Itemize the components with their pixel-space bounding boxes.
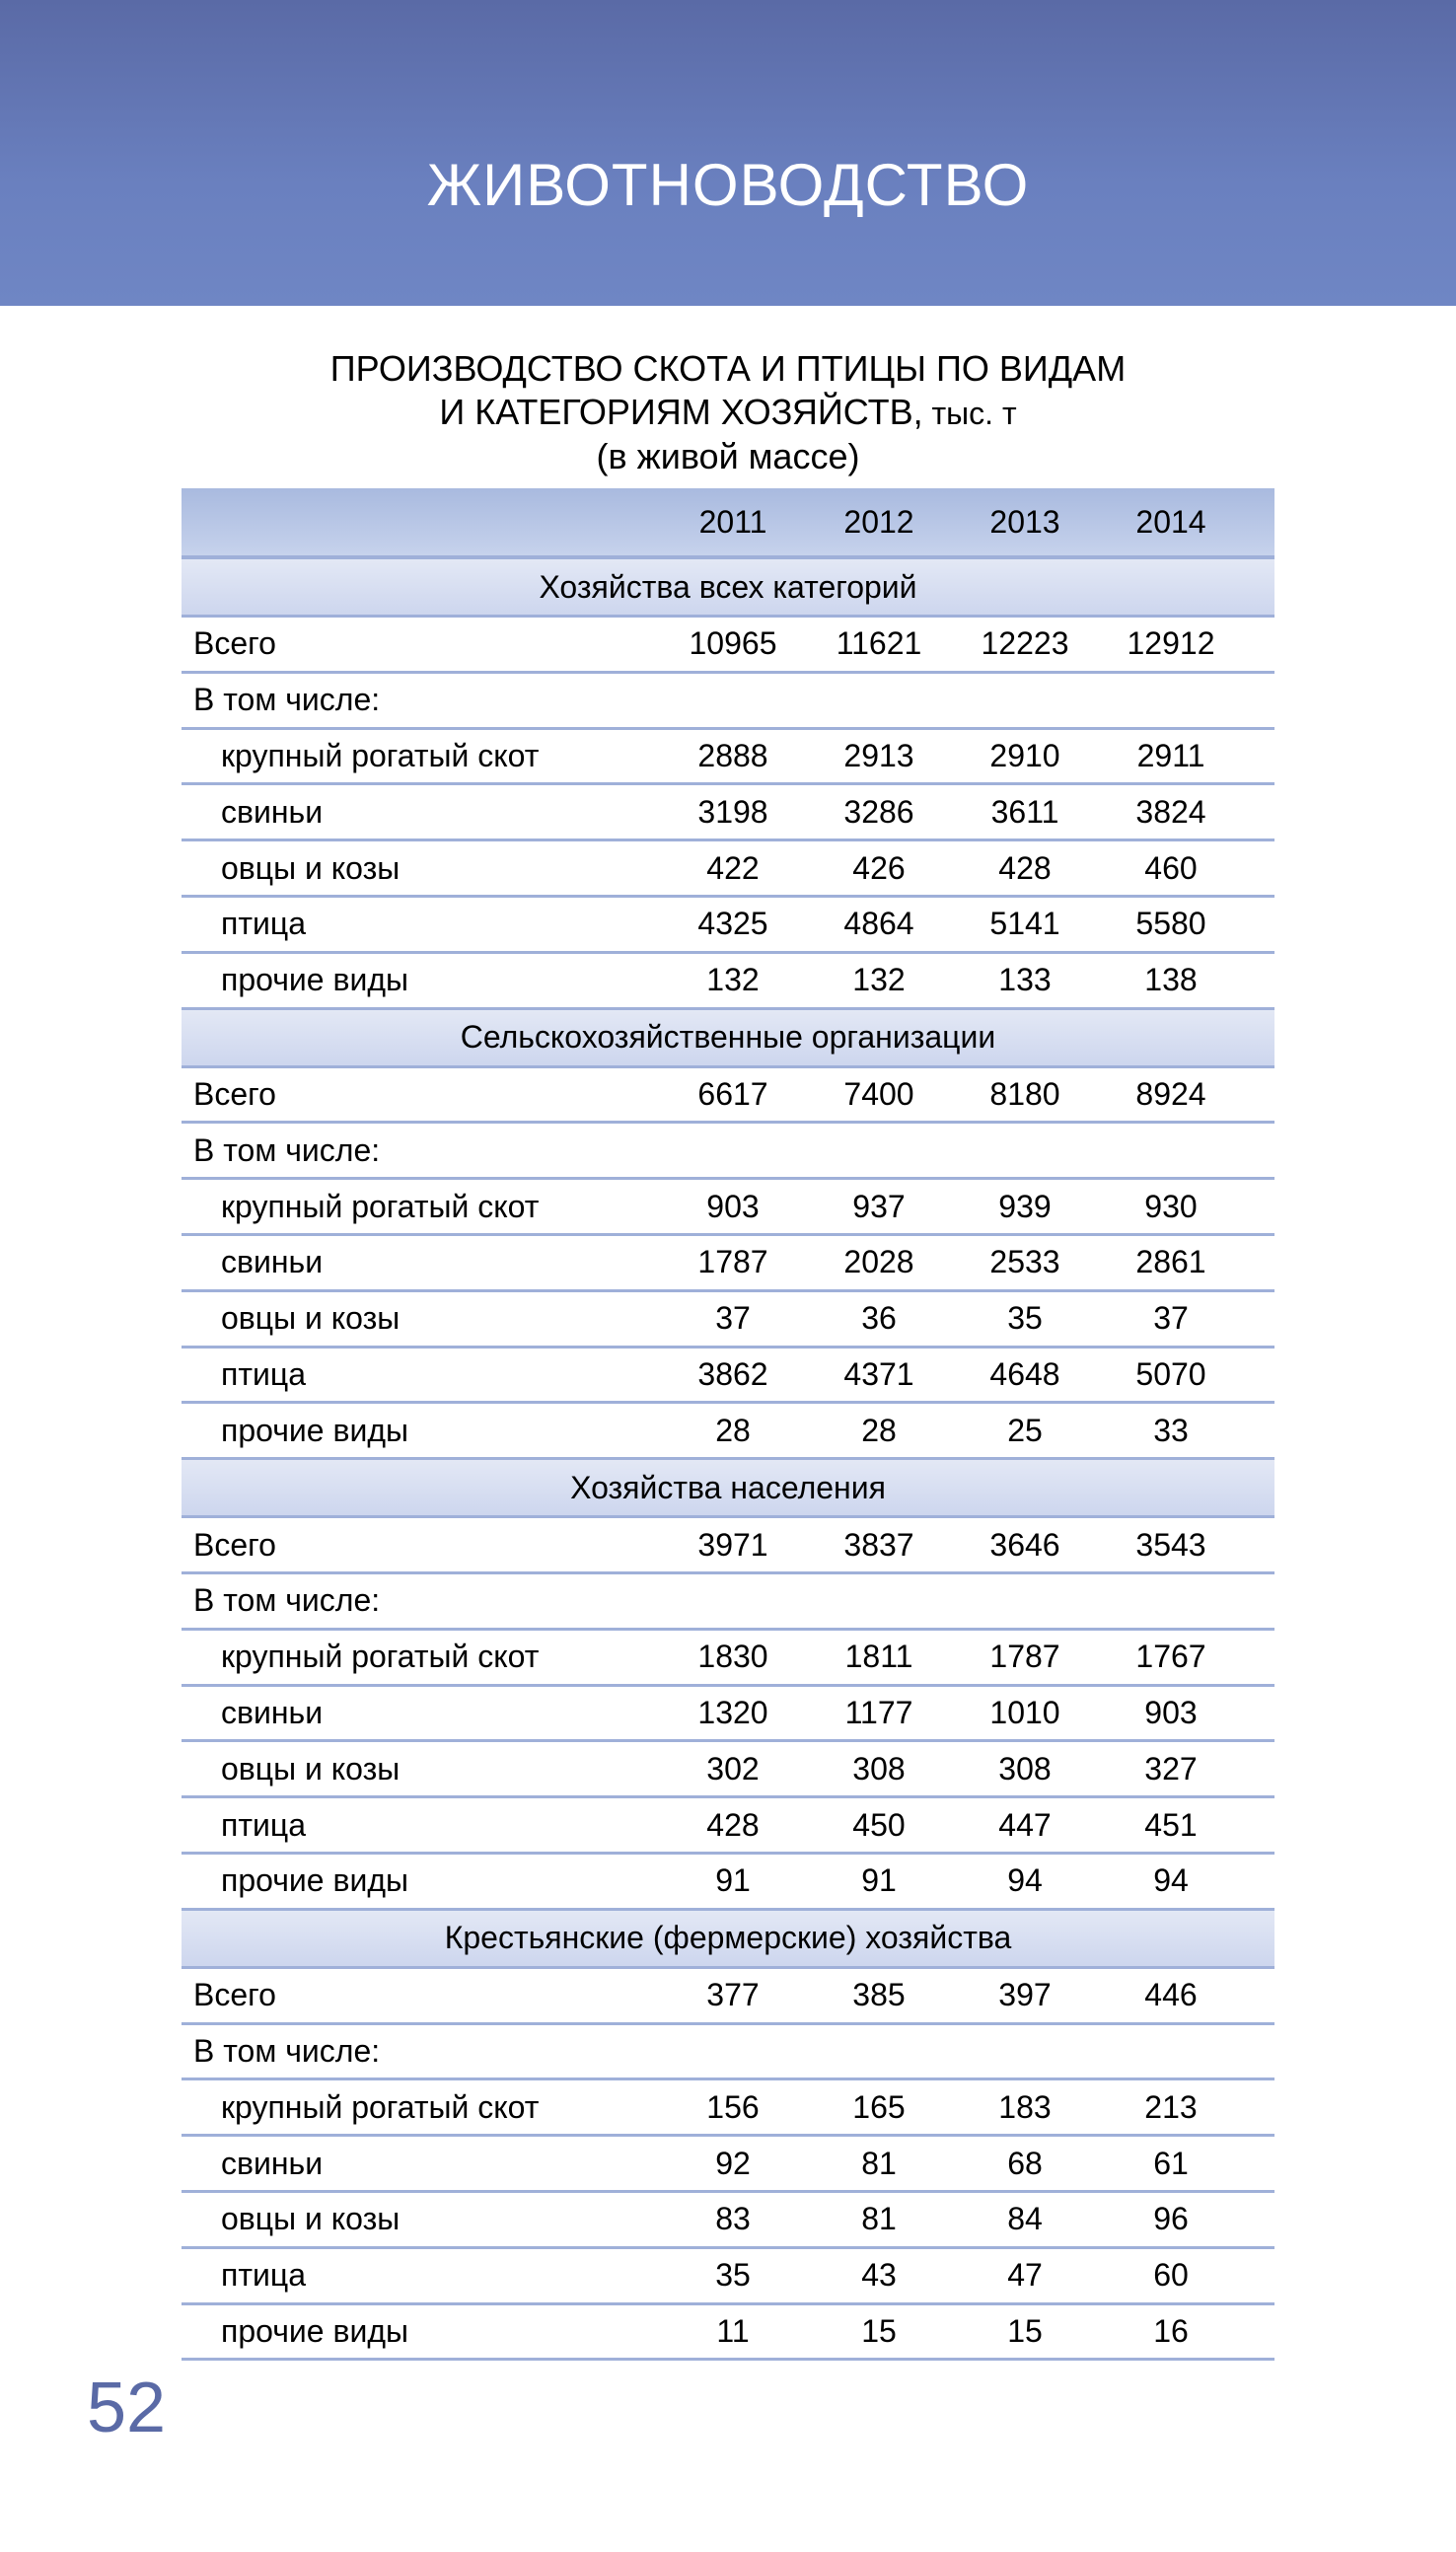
value-cell: 327 bbox=[1144, 1750, 1198, 1786]
value-cell: 2028 bbox=[843, 1244, 914, 1280]
table-title-line1: ПРОИЗВОДСТВО СКОТА И ПТИЦЫ ПО ВИДАМ bbox=[329, 348, 1127, 389]
value-cell: 447 bbox=[998, 1806, 1052, 1843]
value-cell: 422 bbox=[706, 849, 760, 886]
table-row bbox=[182, 1292, 1274, 1349]
table-title-line2 bbox=[0, 391, 1456, 435]
value-cell: 15 bbox=[1007, 2312, 1043, 2349]
value-cell: 92 bbox=[715, 2145, 751, 2181]
value-cell: 33 bbox=[1153, 1412, 1189, 1448]
table-row bbox=[182, 1068, 1274, 1125]
value-cell: 4648 bbox=[989, 1355, 1060, 1392]
row-label: В том числе: bbox=[193, 1131, 381, 1168]
table-row bbox=[182, 1631, 1274, 1687]
value-cell: 94 bbox=[1153, 1862, 1189, 1899]
value-cell: 5070 bbox=[1135, 1355, 1206, 1392]
table-title-unit: тыс. т bbox=[922, 396, 1017, 431]
table-body bbox=[182, 559, 1274, 2361]
table-row bbox=[182, 730, 1274, 786]
table-row bbox=[182, 618, 1274, 674]
section-header: Хозяйства населения bbox=[182, 1460, 1274, 1518]
value-cell: 47 bbox=[1007, 2257, 1043, 2294]
value-cell: 96 bbox=[1153, 2201, 1189, 2237]
page-number: 52 bbox=[87, 2369, 167, 2447]
value-cell: 91 bbox=[861, 1862, 897, 1899]
table-row bbox=[182, 1742, 1274, 1798]
section-header: Хозяйства всех категорий bbox=[182, 559, 1274, 618]
value-cell: 68 bbox=[1007, 2145, 1043, 2181]
value-cell: 939 bbox=[998, 1188, 1052, 1224]
value-cell: 377 bbox=[706, 1977, 760, 2013]
table-row bbox=[182, 1798, 1274, 1855]
table-title-line2-main: И КАТЕГОРИЯМ ХОЗЯЙСТВ, bbox=[439, 392, 923, 432]
value-cell: 83 bbox=[715, 2201, 751, 2237]
value-cell: 4371 bbox=[843, 1355, 914, 1392]
row-label: крупный рогатый скот bbox=[221, 1639, 540, 1675]
year-header: 2011 bbox=[698, 503, 767, 540]
row-label: крупный рогатый скот bbox=[221, 2088, 540, 2125]
value-cell: 37 bbox=[715, 1300, 751, 1337]
value-cell: 165 bbox=[852, 2088, 906, 2125]
table-row bbox=[182, 2305, 1274, 2362]
value-cell: 156 bbox=[706, 2088, 760, 2125]
row-label: Всего bbox=[193, 1526, 276, 1563]
value-cell: 460 bbox=[1144, 849, 1198, 886]
table-row bbox=[182, 1855, 1274, 1911]
value-cell: 4864 bbox=[843, 906, 914, 942]
value-cell: 397 bbox=[998, 1977, 1052, 2013]
value-cell: 308 bbox=[852, 1750, 906, 1786]
data-table bbox=[182, 488, 1274, 2361]
value-cell: 11621 bbox=[836, 625, 922, 662]
table-row bbox=[182, 954, 1274, 1010]
row-label: прочие виды bbox=[221, 1412, 408, 1448]
table-row bbox=[182, 1404, 1274, 1460]
row-label: Всего bbox=[193, 1075, 276, 1112]
table-row bbox=[182, 2025, 1274, 2081]
value-cell: 3824 bbox=[1135, 793, 1206, 830]
value-cell: 1787 bbox=[697, 1244, 768, 1280]
value-cell: 446 bbox=[1144, 1977, 1198, 2013]
row-label: птица bbox=[221, 906, 306, 942]
year-header: 2013 bbox=[989, 503, 1060, 540]
row-label: овцы и козы bbox=[221, 849, 400, 886]
table-row bbox=[182, 2249, 1274, 2305]
value-cell: 37 bbox=[1153, 1300, 1189, 1337]
header-banner bbox=[0, 0, 1456, 306]
year-header: 2014 bbox=[1135, 503, 1206, 540]
value-cell: 1010 bbox=[989, 1694, 1060, 1730]
value-cell: 15 bbox=[861, 2312, 897, 2349]
value-cell: 428 bbox=[706, 1806, 760, 1843]
row-label: крупный рогатый скот bbox=[221, 737, 540, 773]
table-title bbox=[0, 347, 1456, 478]
row-label: свиньи bbox=[221, 2145, 324, 2181]
value-cell: 5580 bbox=[1135, 906, 1206, 942]
table-header-row bbox=[182, 488, 1274, 559]
row-label: В том числе: bbox=[193, 1582, 381, 1619]
value-cell: 81 bbox=[861, 2145, 897, 2181]
value-cell: 132 bbox=[852, 962, 906, 998]
value-cell: 138 bbox=[1144, 962, 1198, 998]
value-cell: 8180 bbox=[989, 1075, 1060, 1112]
row-label: В том числе: bbox=[193, 2032, 381, 2069]
value-cell: 94 bbox=[1007, 1862, 1043, 1899]
section-header: Крестьянские (фермерские) хозяйства bbox=[182, 1911, 1274, 1969]
value-cell: 2913 bbox=[843, 737, 914, 773]
value-cell: 3646 bbox=[989, 1526, 1060, 1563]
table-row bbox=[182, 1687, 1274, 1743]
value-cell: 81 bbox=[861, 2201, 897, 2237]
value-cell: 1767 bbox=[1135, 1639, 1206, 1675]
value-cell: 213 bbox=[1144, 2088, 1198, 2125]
row-label: крупный рогатый скот bbox=[221, 1188, 540, 1224]
year-header: 2012 bbox=[843, 503, 914, 540]
value-cell: 2911 bbox=[1136, 737, 1205, 773]
value-cell: 5141 bbox=[989, 906, 1060, 942]
value-cell: 84 bbox=[1007, 2201, 1043, 2237]
row-label: овцы и козы bbox=[221, 1300, 400, 1337]
table-row bbox=[182, 2193, 1274, 2249]
row-label: птица bbox=[221, 2257, 306, 2294]
value-cell: 1830 bbox=[697, 1639, 768, 1675]
table-row bbox=[182, 1574, 1274, 1631]
value-cell: 4325 bbox=[697, 906, 768, 942]
value-cell: 2533 bbox=[989, 1244, 1060, 1280]
value-cell: 91 bbox=[715, 1862, 751, 1899]
value-cell: 60 bbox=[1153, 2257, 1189, 2294]
table-row bbox=[182, 1518, 1274, 1574]
value-cell: 133 bbox=[998, 962, 1052, 998]
table-row bbox=[182, 2080, 1274, 2137]
value-cell: 35 bbox=[715, 2257, 751, 2294]
value-cell: 7400 bbox=[843, 1075, 914, 1112]
value-cell: 1320 bbox=[697, 1694, 768, 1730]
row-label: прочие виды bbox=[221, 2312, 408, 2349]
value-cell: 61 bbox=[1153, 2145, 1189, 2181]
value-cell: 2910 bbox=[989, 737, 1060, 773]
row-label: свиньи bbox=[221, 793, 324, 830]
value-cell: 25 bbox=[1007, 1412, 1043, 1448]
table-row bbox=[182, 898, 1274, 954]
row-label: прочие виды bbox=[221, 962, 408, 998]
value-cell: 16 bbox=[1153, 2312, 1189, 2349]
value-cell: 937 bbox=[852, 1188, 906, 1224]
row-label: Всего bbox=[193, 1977, 276, 2013]
row-label: овцы и козы bbox=[221, 1750, 400, 1786]
value-cell: 3198 bbox=[697, 793, 768, 830]
table-row bbox=[182, 674, 1274, 730]
value-cell: 428 bbox=[998, 849, 1052, 886]
row-label: В том числе: bbox=[193, 682, 381, 718]
banner-title: ЖИВОТНОВОДСТВО bbox=[426, 151, 1030, 218]
value-cell: 35 bbox=[1007, 1300, 1043, 1337]
table-row bbox=[182, 841, 1274, 898]
value-cell: 308 bbox=[998, 1750, 1052, 1786]
value-cell: 132 bbox=[706, 962, 760, 998]
value-cell: 11 bbox=[716, 2312, 750, 2349]
row-label: птица bbox=[221, 1355, 306, 1392]
table-row bbox=[182, 1236, 1274, 1292]
value-cell: 6617 bbox=[697, 1075, 768, 1112]
value-cell: 3543 bbox=[1135, 1526, 1206, 1563]
value-cell: 12912 bbox=[1127, 625, 1215, 662]
row-label: птица bbox=[221, 1806, 306, 1843]
value-cell: 28 bbox=[861, 1412, 897, 1448]
value-cell: 183 bbox=[998, 2088, 1052, 2125]
value-cell: 1177 bbox=[844, 1694, 913, 1730]
value-cell: 28 bbox=[715, 1412, 751, 1448]
value-cell: 385 bbox=[852, 1977, 906, 2013]
value-cell: 2861 bbox=[1135, 1244, 1206, 1280]
row-label: свиньи bbox=[221, 1694, 324, 1730]
value-cell: 2888 bbox=[697, 737, 768, 773]
row-label: свиньи bbox=[221, 1244, 324, 1280]
value-cell: 10965 bbox=[689, 625, 777, 662]
value-cell: 1811 bbox=[844, 1639, 913, 1675]
value-cell: 426 bbox=[852, 849, 906, 886]
value-cell: 1787 bbox=[989, 1639, 1060, 1675]
table-title-line3: (в живой массе) bbox=[596, 436, 860, 476]
row-label: Всего bbox=[193, 625, 276, 662]
value-cell: 12223 bbox=[981, 625, 1069, 662]
value-cell: 930 bbox=[1144, 1188, 1198, 1224]
row-label: овцы и козы bbox=[221, 2201, 400, 2237]
table-row bbox=[182, 1349, 1274, 1405]
value-cell: 903 bbox=[706, 1188, 760, 1224]
value-cell: 3611 bbox=[990, 793, 1059, 830]
table-row bbox=[182, 1180, 1274, 1236]
value-cell: 3971 bbox=[697, 1526, 768, 1563]
value-cell: 8924 bbox=[1135, 1075, 1206, 1112]
value-cell: 3286 bbox=[843, 793, 914, 830]
table-row bbox=[182, 2137, 1274, 2193]
row-label: прочие виды bbox=[221, 1862, 408, 1899]
value-cell: 3862 bbox=[697, 1355, 768, 1392]
value-cell: 903 bbox=[1144, 1694, 1198, 1730]
value-cell: 302 bbox=[706, 1750, 760, 1786]
section-header: Сельскохозяйственные организации bbox=[182, 1010, 1274, 1068]
table-row bbox=[182, 1969, 1274, 2025]
table-row bbox=[182, 1124, 1274, 1180]
value-cell: 451 bbox=[1144, 1806, 1198, 1843]
table-row bbox=[182, 785, 1274, 841]
value-cell: 450 bbox=[852, 1806, 906, 1843]
value-cell: 3837 bbox=[843, 1526, 914, 1563]
value-cell: 43 bbox=[861, 2257, 897, 2294]
value-cell: 36 bbox=[861, 1300, 897, 1337]
